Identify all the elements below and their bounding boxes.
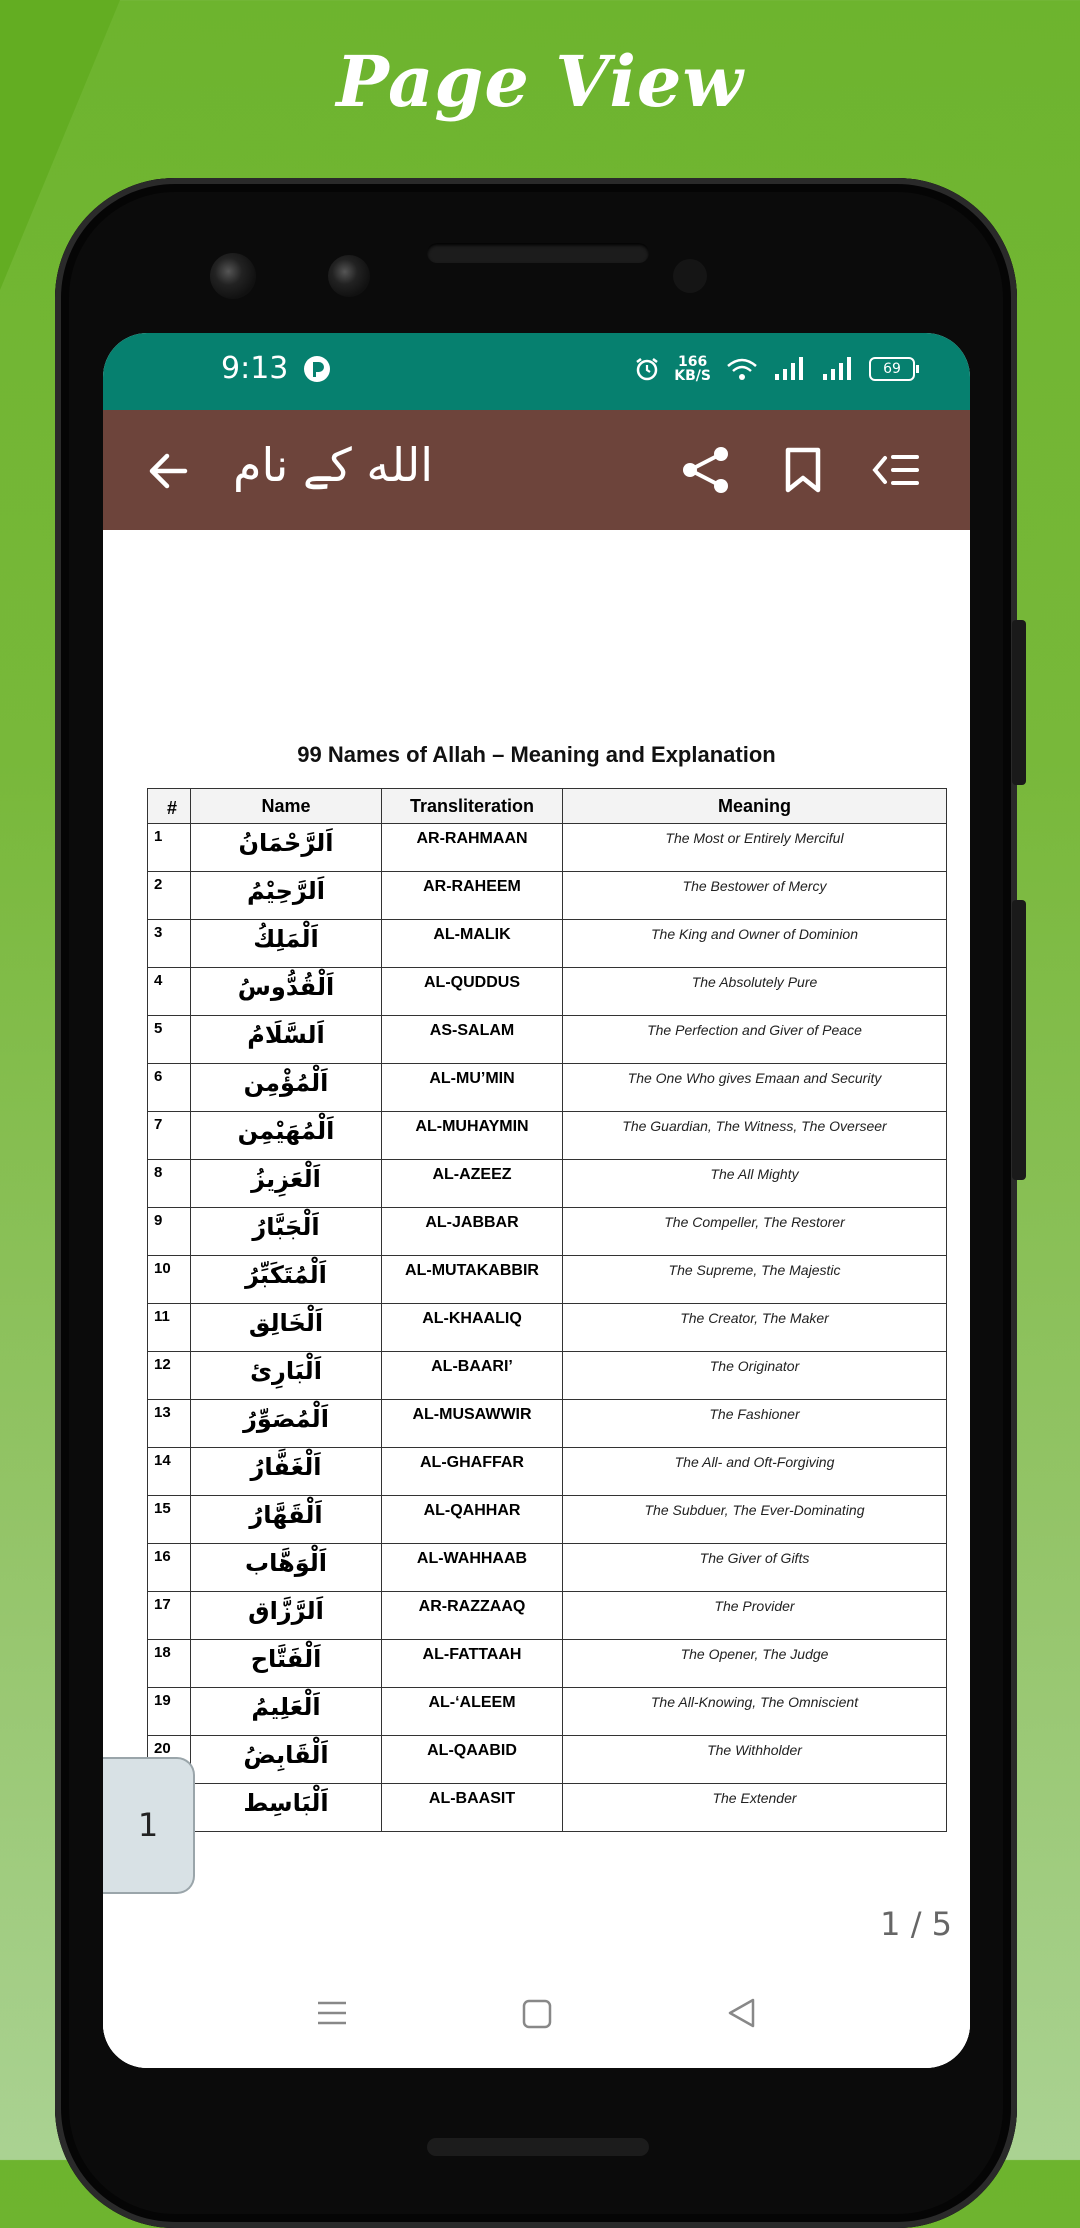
table-row — [148, 1448, 947, 1496]
column-header: # — [148, 789, 191, 824]
arrow-left-icon[interactable] — [145, 448, 191, 494]
wifi-icon — [725, 356, 759, 382]
row-number: 8 — [148, 1160, 191, 1208]
column-header: Transliteration — [382, 789, 563, 824]
meaning: The Absolutely Pure — [563, 968, 947, 1016]
meaning: The Perfection and Giver of Peace — [563, 1016, 947, 1064]
table-row — [148, 1112, 947, 1160]
transliteration: AL-MUTAKABBIR — [382, 1256, 563, 1304]
row-number: 15 — [148, 1496, 191, 1544]
transliteration: AL-GHAFFAR — [382, 1448, 563, 1496]
transliteration: AL-QAABID — [382, 1736, 563, 1784]
table-row — [148, 1688, 947, 1736]
table-row — [148, 1016, 947, 1064]
table-row — [148, 872, 947, 920]
arabic-name: اَلْقَابِضُ — [191, 1736, 382, 1784]
transliteration: AL-QAHHAR — [382, 1496, 563, 1544]
meaning: The Guardian, The Witness, The Overseer — [563, 1112, 947, 1160]
bottom-speaker — [427, 2138, 649, 2156]
meaning: The All Mighty — [563, 1160, 947, 1208]
status-bar — [103, 333, 970, 410]
table-row — [148, 1496, 947, 1544]
app-notification-icon — [303, 355, 331, 383]
row-number: 12 — [148, 1352, 191, 1400]
table-row — [148, 1400, 947, 1448]
table-row — [148, 1544, 947, 1592]
battery-icon: 69 — [869, 357, 915, 381]
transliteration: AL-BAASIT — [382, 1784, 563, 1832]
alarm-icon — [634, 356, 660, 382]
arabic-name: اَلْعَلِيمُ — [191, 1688, 382, 1736]
meaning: The Creator, The Maker — [563, 1304, 947, 1352]
arabic-name: اَلرَّحْمَانُ — [191, 824, 382, 872]
transliteration: AS-SALAM — [382, 1016, 563, 1064]
transliteration: AL-BAARI’ — [382, 1352, 563, 1400]
meaning: The Subduer, The Ever-Dominating — [563, 1496, 947, 1544]
arabic-name: اَلْمَلِكُ — [191, 920, 382, 968]
signal-icon — [821, 356, 855, 382]
transliteration: AL-FATTAAH — [382, 1640, 563, 1688]
table-of-contents-icon[interactable] — [871, 450, 921, 490]
column-header: Name — [191, 789, 382, 824]
table-row — [148, 1160, 947, 1208]
app-toolbar — [103, 410, 970, 530]
page-headline: Page View — [336, 40, 744, 123]
transliteration: AL-AZEEZ — [382, 1160, 563, 1208]
arabic-name: اَلْوَهَّاب — [191, 1544, 382, 1592]
meaning: The Originator — [563, 1352, 947, 1400]
table-row — [148, 1304, 947, 1352]
transliteration: AL-JABBAR — [382, 1208, 563, 1256]
front-camera-icon — [210, 253, 256, 299]
meaning: The Opener, The Judge — [563, 1640, 947, 1688]
meaning: The Fashioner — [563, 1400, 947, 1448]
signal-icon — [773, 356, 807, 382]
page-counter: 1 / 5 — [880, 1905, 952, 1943]
table-row — [148, 920, 947, 968]
meaning: The Bestower of Mercy — [563, 872, 947, 920]
table-row — [148, 1736, 947, 1784]
row-number: 6 — [148, 1064, 191, 1112]
row-number: 18 — [148, 1640, 191, 1688]
meaning: The Supreme, The Majestic — [563, 1256, 947, 1304]
system-nav-bar — [103, 1968, 970, 2068]
row-number: 19 — [148, 1688, 191, 1736]
transliteration: AL-MUSAWWIR — [382, 1400, 563, 1448]
transliteration: AR-RAHEEM — [382, 872, 563, 920]
arabic-name: اَلْقُدُّوسُ — [191, 968, 382, 1016]
meaning: The Withholder — [563, 1736, 947, 1784]
network-speed: 166 KB/S — [674, 354, 711, 384]
transliteration: AR-RAHMAAN — [382, 824, 563, 872]
row-number: 13 — [148, 1400, 191, 1448]
back-triangle-icon[interactable] — [725, 1996, 759, 2030]
arabic-name: اَلرَّحِيْمُ — [191, 872, 382, 920]
share-icon[interactable] — [681, 446, 731, 494]
transliteration: AL-‘ALEEM — [382, 1688, 563, 1736]
proximity-sensor — [673, 259, 707, 293]
meaning: The All-Knowing, The Omniscient — [563, 1688, 947, 1736]
meaning: The Provider — [563, 1592, 947, 1640]
transliteration: AL-MU’MIN — [382, 1064, 563, 1112]
arabic-name: اَلْعَزِيزُ — [191, 1160, 382, 1208]
meaning: The Most or Entirely Merciful — [563, 824, 947, 872]
home-icon[interactable] — [521, 1998, 553, 2030]
table-row — [148, 1064, 947, 1112]
arabic-name: اَلرَّزَّاق — [191, 1592, 382, 1640]
names-table — [147, 788, 947, 1832]
row-number: 4 — [148, 968, 191, 1016]
meaning: The All- and Oft-Forgiving — [563, 1448, 947, 1496]
meaning: The Compeller, The Restorer — [563, 1208, 947, 1256]
transliteration: AL-MUHAYMIN — [382, 1112, 563, 1160]
arabic-name: اَلْفَتَّاح — [191, 1640, 382, 1688]
transliteration: AL-KHAALIQ — [382, 1304, 563, 1352]
arabic-name: اَلْقَهَّارُ — [191, 1496, 382, 1544]
table-row — [148, 968, 947, 1016]
row-number: 14 — [148, 1448, 191, 1496]
arabic-name: اَلْمُتَكَبِّرُ — [191, 1256, 382, 1304]
transliteration: AL-QUDDUS — [382, 968, 563, 1016]
row-number: 9 — [148, 1208, 191, 1256]
row-number: 16 — [148, 1544, 191, 1592]
arabic-name: اَلْمُصَوِّرُ — [191, 1400, 382, 1448]
row-number: 11 — [148, 1304, 191, 1352]
table-row — [148, 1592, 947, 1640]
table-row — [148, 1208, 947, 1256]
arabic-name: اَلْبَارِئ — [191, 1352, 382, 1400]
power-button — [1012, 620, 1026, 785]
document-page[interactable] — [103, 530, 970, 2068]
meaning: The Extender — [563, 1784, 947, 1832]
row-number: 5 — [148, 1016, 191, 1064]
arabic-name: اَلْمُؤْمِن — [191, 1064, 382, 1112]
row-number: 10 — [148, 1256, 191, 1304]
meaning: The One Who gives Emaan and Security — [563, 1064, 947, 1112]
phone-screen — [103, 333, 970, 2068]
row-number: 20 — [148, 1736, 191, 1784]
table-row — [148, 824, 947, 872]
status-time: 9:13 — [221, 351, 289, 386]
transliteration: AR-RAZZAAQ — [382, 1592, 563, 1640]
table-row — [148, 1256, 947, 1304]
arabic-name: اَلْخَالِق — [191, 1304, 382, 1352]
table-row — [148, 1784, 947, 1832]
bookmark-icon[interactable] — [783, 446, 823, 494]
transliteration: AL-WAHHAAB — [382, 1544, 563, 1592]
arabic-name: اَلْمُهَيْمِن — [191, 1112, 382, 1160]
row-number: 1 — [148, 824, 191, 872]
document-title: 99 Names of Allah – Meaning and Explanation — [297, 742, 776, 767]
toolbar-title: الله کے نام — [233, 438, 434, 492]
recent-apps-icon[interactable] — [315, 1996, 349, 2030]
arabic-name: اَلسَّلَامُ — [191, 1016, 382, 1064]
earpiece — [427, 243, 649, 263]
column-header: Meaning — [563, 789, 947, 824]
status-icons — [634, 355, 915, 383]
meaning: The Giver of Gifts — [563, 1544, 947, 1592]
row-number: 7 — [148, 1112, 191, 1160]
arabic-name: اَلْغَفَّارُ — [191, 1448, 382, 1496]
front-camera-icon — [328, 255, 370, 297]
page-number-chip[interactable]: 1 — [103, 1757, 195, 1894]
row-number: 2 — [148, 872, 191, 920]
table-header-row — [148, 789, 947, 824]
volume-button — [1012, 900, 1026, 1180]
arabic-name: اَلْبَاسِط — [191, 1784, 382, 1832]
meaning: The King and Owner of Dominion — [563, 920, 947, 968]
row-number: 3 — [148, 920, 191, 968]
table-row — [148, 1640, 947, 1688]
table-row — [148, 1352, 947, 1400]
transliteration: AL-MALIK — [382, 920, 563, 968]
arabic-name: اَلْجَبَّارُ — [191, 1208, 382, 1256]
row-number: 17 — [148, 1592, 191, 1640]
